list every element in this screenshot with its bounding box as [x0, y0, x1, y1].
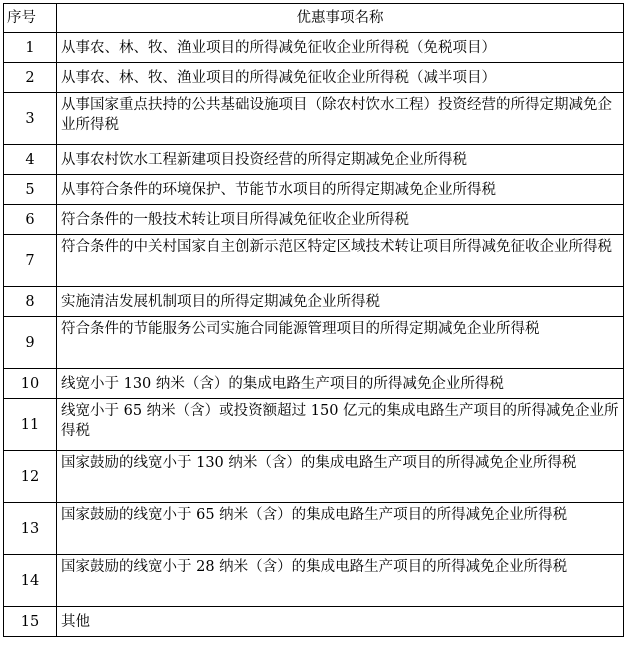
header-row: [4, 4, 624, 33]
serial-number-cell: 8: [4, 287, 57, 317]
incentive-name-cell: 线宽小于 130 纳米（含）的集成电路生产项目的所得减免企业所得税: [57, 369, 624, 399]
table-row: [4, 205, 624, 235]
tax-incentive-table: [3, 3, 624, 637]
table-row: [4, 175, 624, 205]
serial-number-cell: 5: [4, 175, 57, 205]
table-row: [4, 33, 624, 63]
incentive-name-cell: 国家鼓励的线宽小于 65 纳米（含）的集成电路生产项目的所得减免企业所得税: [57, 503, 624, 555]
table-row: [4, 145, 624, 175]
table-row: [4, 93, 624, 145]
serial-number-cell: 15: [4, 607, 57, 637]
table-row: [4, 287, 624, 317]
header-serial-number: 序号: [4, 4, 57, 33]
incentive-name-cell: 其他: [57, 607, 624, 637]
serial-number-cell: 11: [4, 399, 57, 451]
incentive-name-cell: 国家鼓励的线宽小于 28 纳米（含）的集成电路生产项目的所得减免企业所得税: [57, 555, 624, 607]
incentive-name-cell: 符合条件的一般技术转让项目所得减免征收企业所得税: [57, 205, 624, 235]
table-body: [4, 33, 624, 637]
serial-number-cell: 6: [4, 205, 57, 235]
table-row: [4, 369, 624, 399]
serial-number-cell: 1: [4, 33, 57, 63]
incentive-name-cell: 从事农村饮水工程新建项目投资经营的所得定期减免企业所得税: [57, 145, 624, 175]
incentive-name-cell: 从事国家重点扶持的公共基础设施项目（除农村饮水工程）投资经营的所得定期减免企业所得税: [57, 93, 624, 145]
table-row: [4, 317, 624, 369]
serial-number-cell: 13: [4, 503, 57, 555]
table-row: [4, 235, 624, 287]
table-row: [4, 607, 624, 637]
incentive-name-cell: 从事农、林、牧、渔业项目的所得减免征收企业所得税（减半项目）: [57, 63, 624, 93]
incentive-name-cell: 符合条件的中关村国家自主创新示范区特定区域技术转让项目所得减免征收企业所得税: [57, 235, 624, 287]
serial-number-cell: 9: [4, 317, 57, 369]
incentive-name-cell: 实施清洁发展机制项目的所得定期减免企业所得税: [57, 287, 624, 317]
table-row: [4, 451, 624, 503]
incentive-name-cell: 符合条件的节能服务公司实施合同能源管理项目的所得定期减免企业所得税: [57, 317, 624, 369]
incentive-name-cell: 从事符合条件的环境保护、节能节水项目的所得定期减免企业所得税: [57, 175, 624, 205]
serial-number-cell: 4: [4, 145, 57, 175]
header-incentive-name: 优惠事项名称: [57, 4, 624, 33]
serial-number-cell: 2: [4, 63, 57, 93]
serial-number-cell: 3: [4, 93, 57, 145]
serial-number-cell: 10: [4, 369, 57, 399]
table-row: [4, 555, 624, 607]
serial-number-cell: 7: [4, 235, 57, 287]
table-row: [4, 63, 624, 93]
incentive-name-cell: 国家鼓励的线宽小于 130 纳米（含）的集成电路生产项目的所得减免企业所得税: [57, 451, 624, 503]
table-row: [4, 503, 624, 555]
table-header: [4, 4, 624, 33]
incentive-name-cell: 线宽小于 65 纳米（含）或投资额超过 150 亿元的集成电路生产项目的所得减免企业所得税: [57, 399, 624, 451]
incentive-name-cell: 从事农、林、牧、渔业项目的所得减免征收企业所得税（免税项目）: [57, 33, 624, 63]
serial-number-cell: 12: [4, 451, 57, 503]
serial-number-cell: 14: [4, 555, 57, 607]
table-row: [4, 399, 624, 451]
